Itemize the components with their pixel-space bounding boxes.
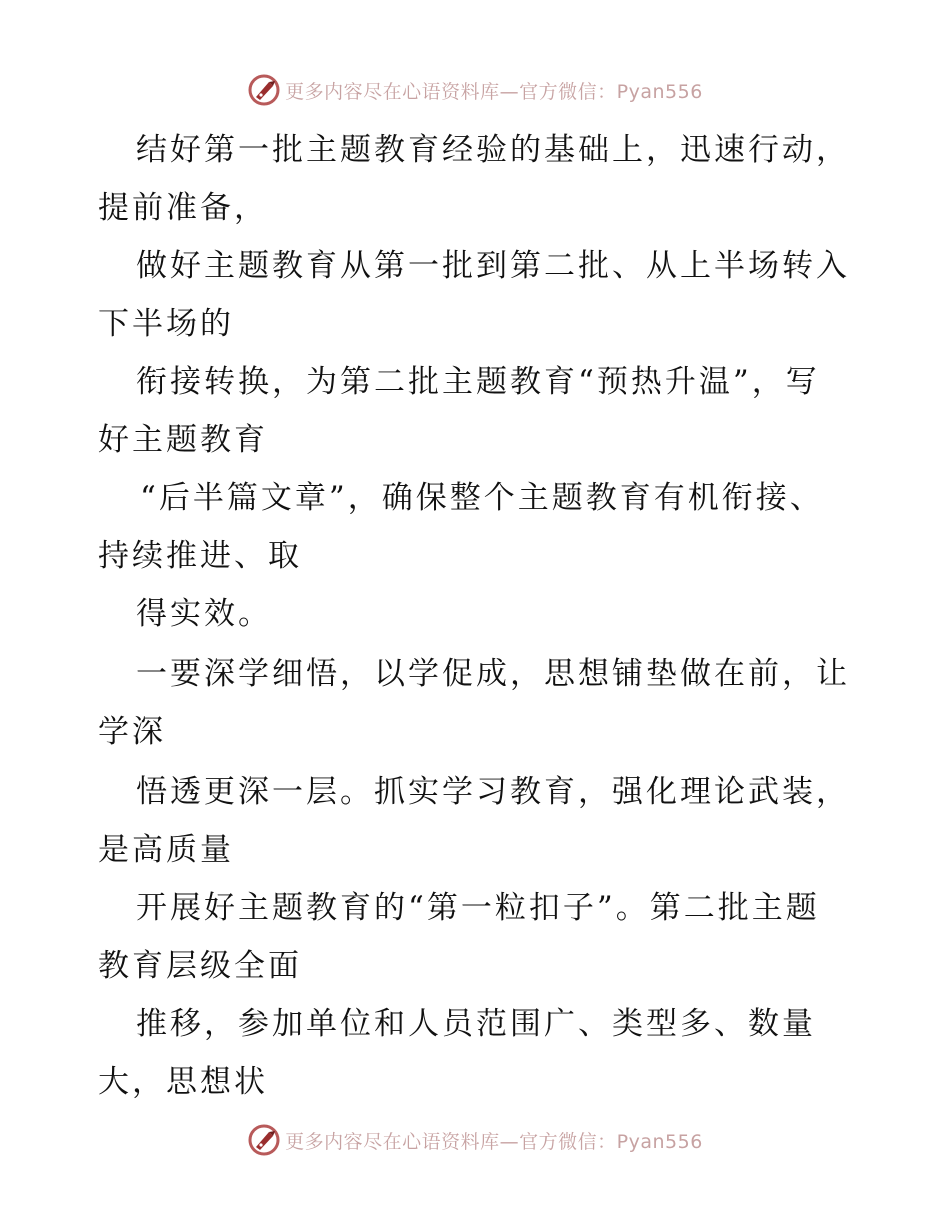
text-line: 学深 <box>98 714 166 750</box>
text-line: 教育层级全面 <box>98 948 302 984</box>
text-line: 是高质量 <box>98 832 234 868</box>
text-line: 推移，参加单位和人员范围广、类型多、数量 <box>136 1006 816 1042</box>
text-line: 大，思想状 <box>98 1064 268 1100</box>
text-line: 好主题教育 <box>98 422 268 458</box>
text-line: 下半场的 <box>98 306 234 342</box>
text-line: 做好主题教育从第一批到第二批、从上半场转入 <box>136 248 850 284</box>
watermark-text: 更多内容尽在心语资料库—官方微信：Pyan556 <box>285 1130 703 1153</box>
pen-nib-logo-icon <box>247 1123 281 1157</box>
watermark-text: 更多内容尽在心语资料库—官方微信：Pyan556 <box>285 80 703 103</box>
text-line: 得实效。 <box>136 596 272 632</box>
text-line: 悟透更深一层。抓实学习教育，强化理论武装， <box>136 774 850 810</box>
text-line: 衔接转换，为第二批主题教育“预热升温”，写 <box>136 364 820 400</box>
footer-watermark <box>0 1120 950 1160</box>
text-line: 持续推进、取 <box>98 538 302 574</box>
text-line: 开展好主题教育的“第一粒扣子”。第二批主题 <box>136 890 820 926</box>
text-line: 提前准备， <box>98 190 268 226</box>
text-line: 一要深学细悟，以学促成，思想铺垫做在前，让 <box>136 656 850 692</box>
text-line: 结好第一批主题教育经验的基础上，迅速行动， <box>136 132 850 168</box>
text-line: “后半篇文章”，确保整个主题教育有机衔接、 <box>140 480 824 516</box>
